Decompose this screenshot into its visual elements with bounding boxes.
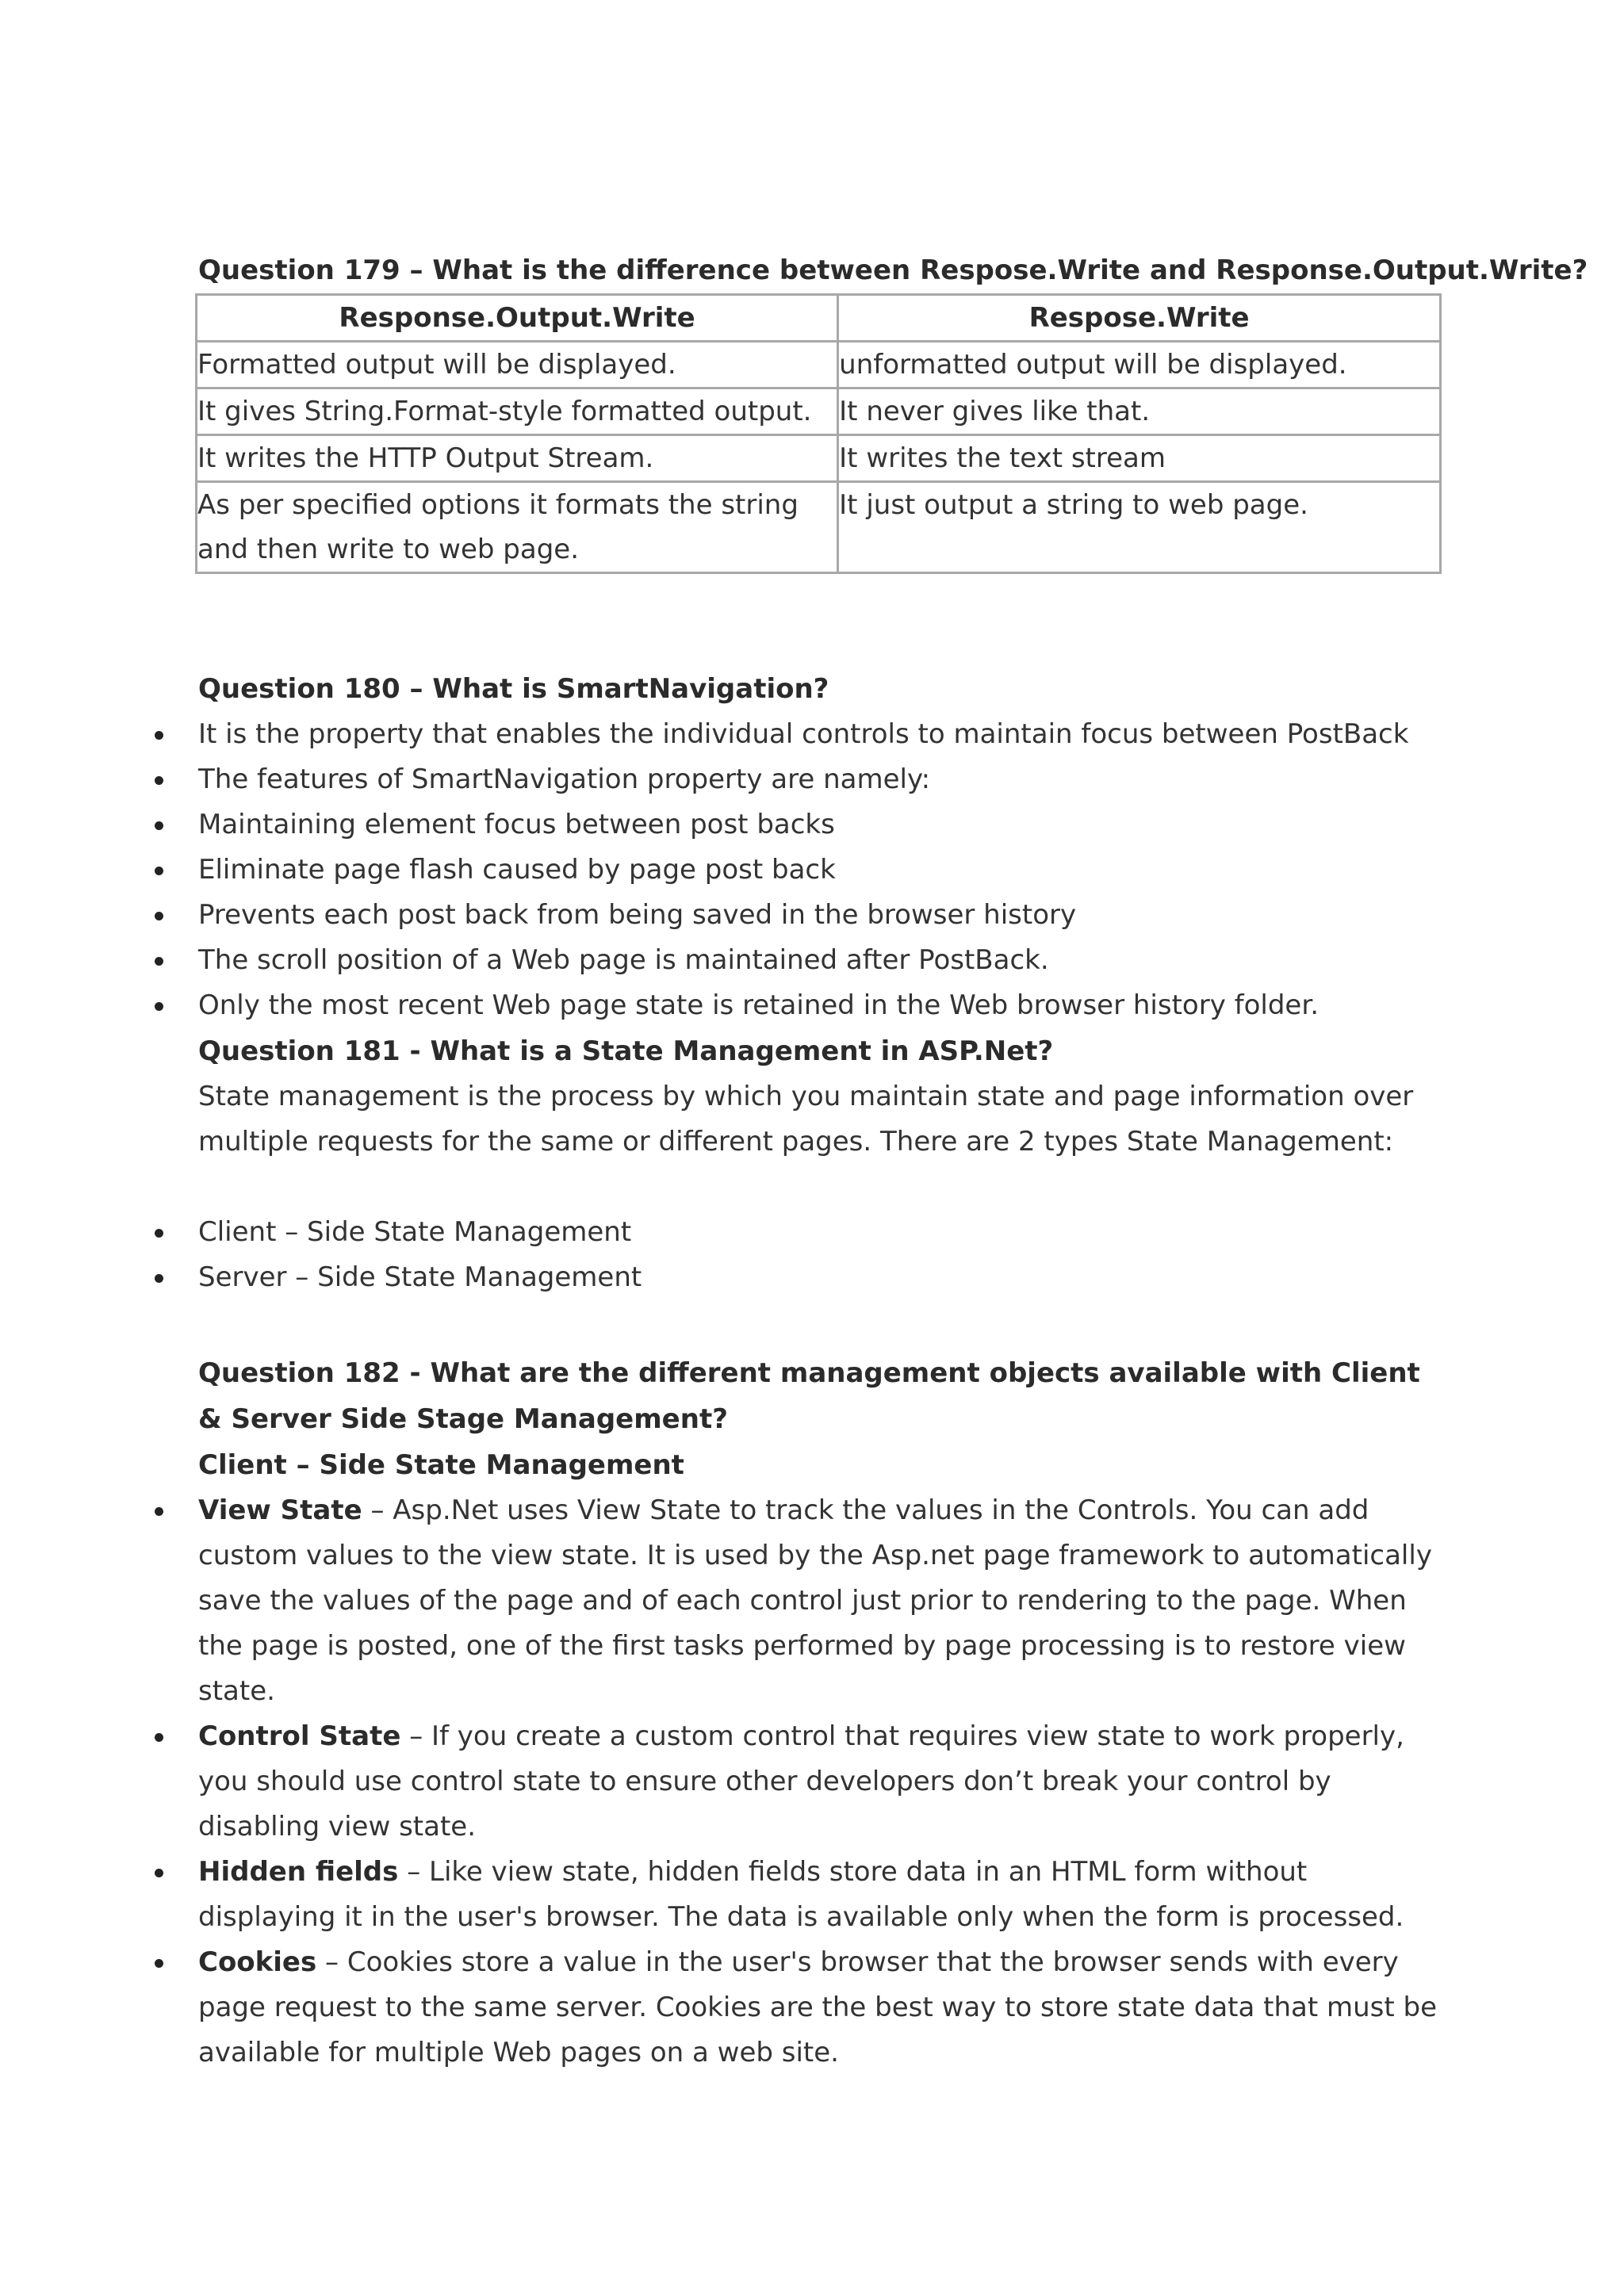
table-cell: It just output a string to web page. xyxy=(838,482,1441,573)
table-cell: It writes the text stream xyxy=(838,435,1441,482)
list-item: It is the property that enables the individual controls to maintain focus between PostBack xyxy=(198,712,1443,757)
table-cell: unformatted output will be displayed. xyxy=(838,342,1441,388)
table-header-write: Respose.Write xyxy=(838,295,1441,342)
table-cell: It never gives like that. xyxy=(838,388,1441,435)
item-term: Control State xyxy=(198,1720,401,1752)
spacer xyxy=(198,1300,1443,1350)
client-side-objects-list xyxy=(198,1488,1443,2076)
question-182-subtitle: Client – Side State Management xyxy=(198,1449,684,1481)
question-179-title: Question 179 – What is the difference between Respose.Write and Response.Output.Write? xyxy=(198,254,1588,286)
item-text: – Asp.Net uses View State to track the values in the Controls. You can add custom values to the view state. It is used by the Asp.net page framework to automatically save the values of the page and of each control just prior to rendering to the page. When the page is posted, one of the first tasks performed by page processing is to restore view state. xyxy=(198,1494,1432,1707)
list-item: Server – Side State Management xyxy=(198,1255,1443,1300)
question-180-title: Question 180 – What is SmartNavigation? xyxy=(198,673,829,705)
table-cell: It gives String.Format-style formatted output. xyxy=(197,388,838,435)
list-item: The scroll position of a Web page is maintained after PostBack. xyxy=(198,938,1443,983)
table-cell: It writes the HTTP Output Stream. xyxy=(197,435,838,482)
list-item: Prevents each post back from being saved in the browser history xyxy=(198,893,1443,938)
table-cell: As per specified options it formats the string and then write to web page. xyxy=(197,482,838,573)
question-181-text: State management is the process by which you maintain state and page information over multiple requests for the same or different pages. There are 2 types State Management: xyxy=(198,1081,1414,1158)
state-management-types-list xyxy=(198,1210,1443,1300)
question-181-title: Question 181 - What is a State Management in ASP.Net? xyxy=(198,1035,1054,1067)
table-header-output-write: Response.Output.Write xyxy=(197,295,838,342)
list-item: Maintaining element focus between post backs xyxy=(198,802,1443,848)
table-row xyxy=(197,388,1441,435)
list-item xyxy=(198,1714,1443,1850)
item-text: – If you create a custom control that requires view state to work properly, you should use control state to ensure other developers don’t break your control by disabling view state. xyxy=(198,1720,1404,1843)
table-row xyxy=(197,435,1441,482)
smartnavigation-list xyxy=(198,712,1443,1028)
item-term: View State xyxy=(198,1494,362,1526)
list-item xyxy=(198,1940,1443,2076)
comparison-table xyxy=(195,293,1442,574)
list-item: The features of SmartNavigation property are namely: xyxy=(198,757,1443,802)
list-item xyxy=(198,1850,1443,1940)
table-row xyxy=(197,342,1441,388)
table-header-row xyxy=(197,295,1441,342)
item-term: Cookies xyxy=(198,1946,317,1978)
table-cell: Formatted output will be displayed. xyxy=(197,342,838,388)
item-text: – Cookies store a value in the user's browser that the browser sends with every page request to the same server. Cookies are the best way to store state data that must be available for multiple Web pages on a web site. xyxy=(198,1946,1438,2068)
spacer xyxy=(198,574,1443,666)
list-item: Only the most recent Web page state is retained in the Web browser history folder. xyxy=(198,983,1443,1028)
list-item: Client – Side State Management xyxy=(198,1210,1443,1255)
item-term: Hidden fields xyxy=(198,1856,399,1888)
item-text: – Like view state, hidden fields store data in an HTML form without displaying it in the user's browser. The data is available only when the form is processed. xyxy=(198,1856,1404,1933)
document-content xyxy=(197,247,1588,2076)
list-item: Eliminate page flash caused by page post back xyxy=(198,848,1443,893)
list-item xyxy=(198,1488,1443,1714)
spacer xyxy=(198,1165,1443,1210)
question-182-title: Question 182 - What are the different management objects available with Client & Server Side Stage Management? xyxy=(198,1357,1420,1435)
table-row xyxy=(197,482,1441,573)
